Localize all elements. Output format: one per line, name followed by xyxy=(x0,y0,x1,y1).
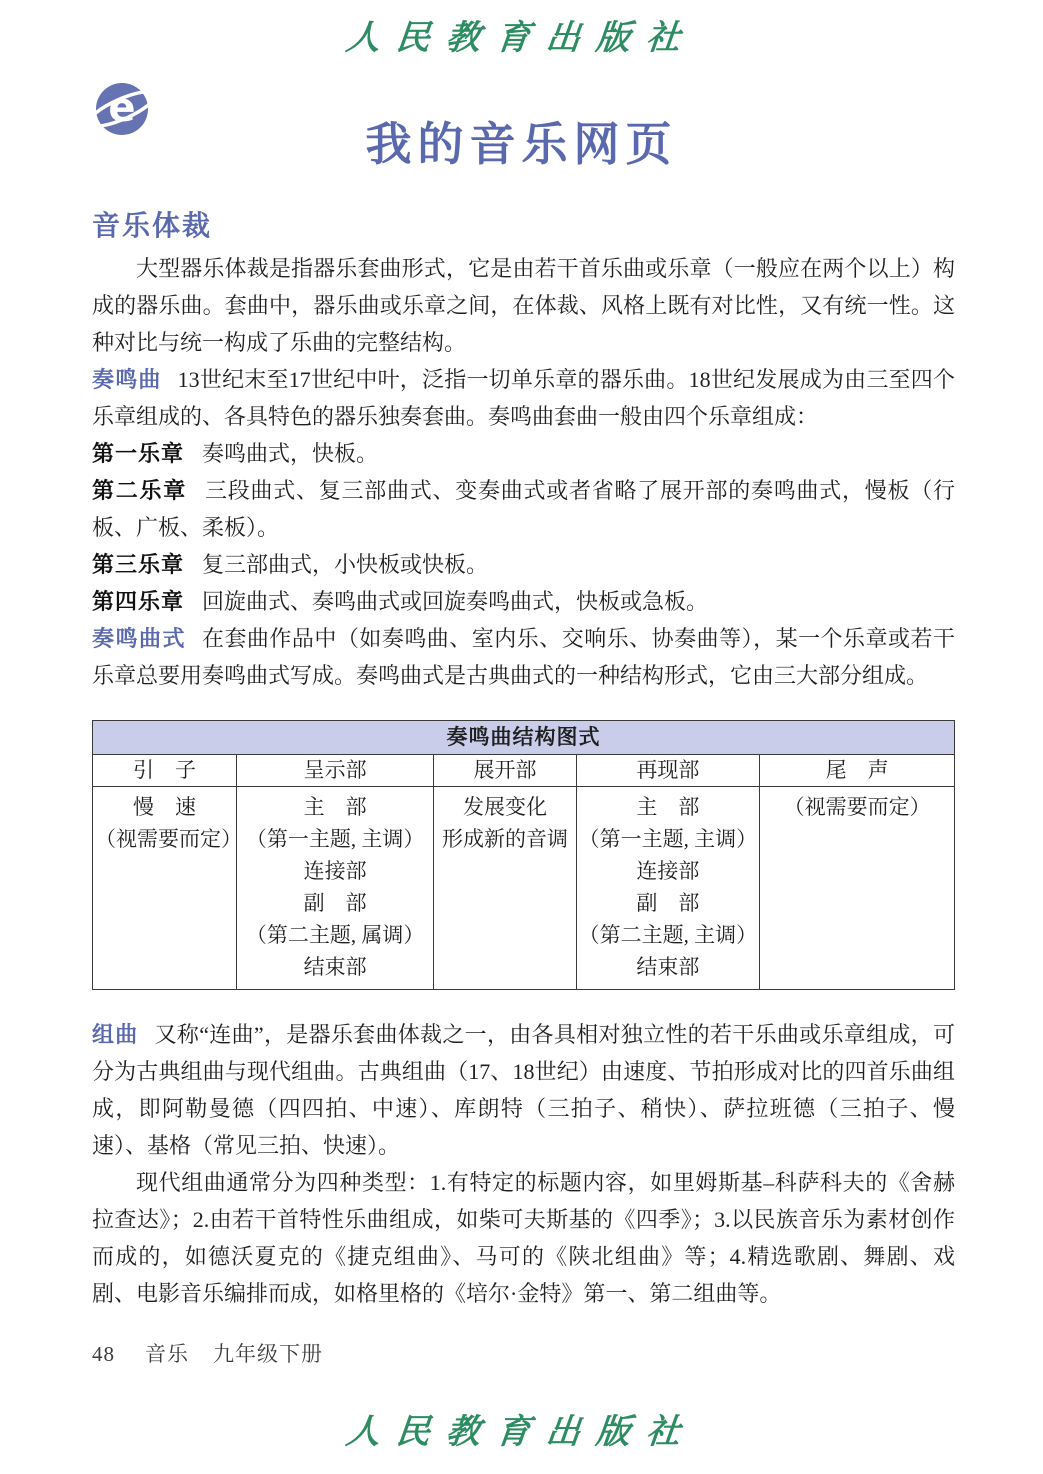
movement-1-text: 奏鸣曲式，快板。 xyxy=(202,441,379,466)
table-cell-line: 形成新的音调 xyxy=(441,827,568,851)
table-body-cell xyxy=(576,787,760,990)
term-sonata-form: 奏鸣曲式 xyxy=(92,626,186,651)
table-cell-line: （第二主题, 属调） xyxy=(245,923,425,947)
footer-book-title: 九年级下册 xyxy=(213,1342,323,1366)
table-header-cell: 再现部 xyxy=(576,755,760,787)
table-cell-line: （第一主题, 主调） xyxy=(245,827,425,851)
publisher-calligraphy-top: 人民教育出版社 xyxy=(344,18,699,58)
table-cell-line: （第一主题, 主调） xyxy=(578,827,758,851)
movement-2-label: 第二乐章 xyxy=(92,478,187,503)
term-sonata: 奏鸣曲 xyxy=(92,367,162,392)
footer-subject: 音乐 xyxy=(145,1342,189,1366)
publisher-calligraphy-bottom: 人民教育出版社 xyxy=(344,1412,699,1452)
sonata-structure-table xyxy=(92,720,955,990)
table-body-cell xyxy=(760,787,955,990)
table-cell-line: 慢 速 xyxy=(132,795,196,819)
entry-sonata-form-text: 在套曲作品中（如奏鸣曲、室内乐、交响乐、协奏曲等），某一个乐章或若干乐章总要用奏鸣曲式写成。奏鸣曲式是古典曲式的一种结构形式，它由三大部分组成。 xyxy=(92,626,955,688)
entry-sonata-form xyxy=(92,620,955,694)
movement-3 xyxy=(92,546,955,583)
entry-sonata xyxy=(92,361,955,435)
entry-suite-text: 又称“连曲”，是器乐套曲体裁之一，由各具相对独立性的若干乐曲或乐章组成，可分为古典组曲与现代组曲。古典组曲（17、18世纪）由速度、节拍形成对比的四首乐曲组成，即阿勒曼德（四四拍、中速）、库朗特（三拍子、稍快）、萨拉班德（三拍子、慢速）、基格（常见三拍、快速）。 xyxy=(92,1022,955,1158)
table-cell-line: （视需要而定） xyxy=(783,795,931,819)
movement-4 xyxy=(92,583,955,620)
table-cell-line: 副 部 xyxy=(303,891,367,915)
table-title: 奏鸣曲结构图式 xyxy=(93,721,955,755)
movement-3-text: 复三部曲式，小快板或快板。 xyxy=(202,552,489,577)
table-cell-line: 连接部 xyxy=(636,859,700,883)
movement-4-text: 回旋曲式、奏鸣曲式或回旋奏鸣曲式，快板或急板。 xyxy=(202,589,709,614)
table-cell-line: 结束部 xyxy=(636,955,700,979)
movement-1 xyxy=(92,435,955,472)
entry-sonata-text: 13世纪末至17世纪中叶，泛指一切单乐章的器乐曲。18世纪发展成为由三至四个乐章组成的、各具特色的器乐独奏套曲。奏鸣曲套曲一般由四个乐章组成： xyxy=(92,367,955,429)
section-heading: 音乐体裁 xyxy=(92,210,213,241)
movement-1-label: 第一乐章 xyxy=(92,441,185,466)
page-title: 我的音乐网页 xyxy=(365,118,678,170)
table-cell-line: 连接部 xyxy=(303,859,367,883)
main-text-column xyxy=(92,250,955,1312)
movement-3-label: 第三乐章 xyxy=(92,552,185,577)
table-header-cell: 引 子 xyxy=(93,755,237,787)
table-header-cell: 尾 声 xyxy=(760,755,955,787)
table-cell-line: 结束部 xyxy=(303,955,367,979)
page-footer xyxy=(92,1338,323,1368)
table-cell-line: 主 部 xyxy=(303,795,367,819)
movement-2 xyxy=(92,472,955,546)
entry-suite xyxy=(92,1016,955,1164)
table-header-cell: 展开部 xyxy=(434,755,576,787)
table-cell-line: 副 部 xyxy=(636,891,700,915)
table-body-cell xyxy=(236,787,433,990)
table-cell-line: （第二主题, 主调） xyxy=(578,923,758,947)
table-cell-line: 发展变化 xyxy=(462,795,547,819)
page-number: 48 xyxy=(92,1342,115,1366)
table-body-cell xyxy=(93,787,242,990)
table-header-cell: 呈示部 xyxy=(236,755,433,787)
svg-text:e: e xyxy=(108,85,136,131)
table-body-cell xyxy=(434,787,576,990)
term-suite: 组曲 xyxy=(92,1022,139,1047)
table-cell-line: （视需要而定） xyxy=(95,827,242,851)
movement-2-text: 三段曲式、复三部曲式、变奏曲式或者省略了展开部的奏鸣曲式，慢板（行板、广板、柔板）。 xyxy=(92,478,955,540)
movement-4-label: 第四乐章 xyxy=(92,589,185,614)
intro-paragraph: 大型器乐体裁是指器乐套曲形式，它是由若干首乐曲或乐章（一般应在两个以上）构成的器乐曲。套曲中，器乐曲或乐章之间，在体裁、风格上既有对比性，又有统一性。这种对比与统一构成了乐曲的完整结构。 xyxy=(92,256,955,355)
table-cell-line: 主 部 xyxy=(636,795,700,819)
modern-suite-paragraph: 现代组曲通常分为四种类型：1.有特定的标题内容，如里姆斯基–科萨科夫的《舍赫拉查达》；2.由若干首特性乐曲组成，如柴可夫斯基的《四季》；3.以民族音乐为素材创作而成的，如德沃夏克的《捷克组曲》、马可的《陕北组曲》等；4.精选歌剧、舞剧、戏剧、电影音乐编排而成，如格里格的《培尔·金特》第一、第二组曲等。 xyxy=(92,1170,955,1306)
